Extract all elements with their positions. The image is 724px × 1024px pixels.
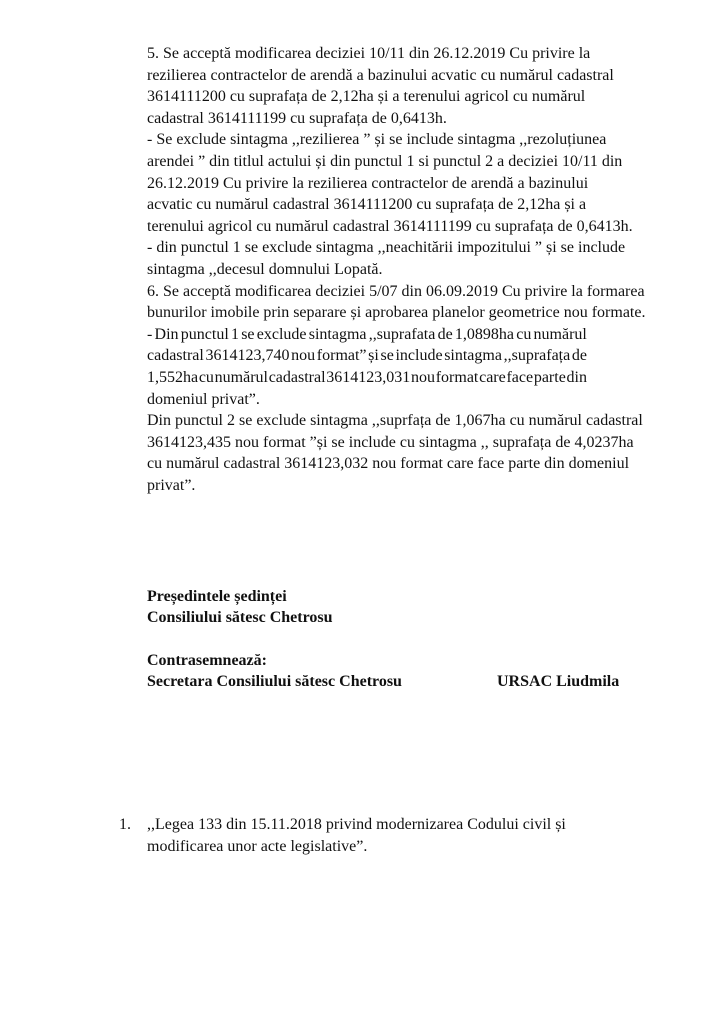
reference-number: 1. <box>119 816 131 833</box>
text-line: domeniul privat”. <box>147 390 260 408</box>
word: ,,suprafața <box>503 347 571 365</box>
word: Din <box>154 325 179 343</box>
word: de <box>437 325 453 343</box>
word: face <box>506 368 534 386</box>
secretary-row <box>147 671 667 692</box>
word: 3614123,031 <box>326 368 411 386</box>
word: care <box>479 368 506 386</box>
text-line: terenului agricol cu numărul cadastral 3614111199 cu suprafața de 0,6413h. <box>147 217 633 235</box>
word: nou <box>291 347 316 365</box>
text-line: cu numărul cadastral 3614123,032 nou format care face parte din domeniul <box>147 455 630 473</box>
word: ,,suprafata <box>368 325 436 343</box>
word: de <box>571 347 587 365</box>
countersign-label: Contrasemnează: <box>147 652 267 669</box>
word: cu <box>198 368 214 386</box>
word: 1,552ha <box>147 368 199 386</box>
reference-line: ,,Legea 133 din 15.11.2018 privind modernizarea Codului civil și <box>147 816 566 833</box>
text-line <box>147 345 587 367</box>
word: sintagma <box>444 347 502 365</box>
word: 1,0898ha <box>454 325 514 343</box>
president-title: Președintele ședinței <box>147 588 287 605</box>
word: parte <box>533 368 566 386</box>
secretary-name: URSAC Liudmila <box>497 673 620 690</box>
text-line: arendei ” din titlul actului și din punctul 1 si punctul 2 a deciziei 10/11 din <box>147 152 623 170</box>
section-6 <box>147 281 646 497</box>
text-line: 3614123,435 nou format ”și se include cu sintagma ,, suprafața de 4,0237ha <box>147 433 634 451</box>
word: format” <box>316 347 367 365</box>
signature-block <box>147 586 667 692</box>
word: cu <box>516 325 532 343</box>
text-line: bunurilor imobile prin separare și aprobarea planelor geometrice nou formate. <box>147 304 646 322</box>
word: și <box>368 347 379 365</box>
text-line: cadastral 3614111199 cu suprafața de 0,6413h. <box>147 109 447 127</box>
word: exclude <box>256 325 307 343</box>
reference-first-row <box>119 814 639 836</box>
word: format <box>435 368 479 386</box>
text-line: 3614111200 cu suprafața de 2,12ha și a terenului agricol cu numărul <box>147 88 586 106</box>
text-line: acvatic cu numărul cadastral 3614111200 cu suprafața de 2,12ha și a <box>147 196 587 214</box>
word: include <box>395 347 443 365</box>
text-line: sintagma ,,decesul domnului Lopată. <box>147 260 383 278</box>
word: numărul <box>214 368 268 386</box>
word: punctul <box>180 325 229 343</box>
decision-body <box>147 43 646 496</box>
reference-item <box>119 814 639 857</box>
word: 1 <box>230 325 239 343</box>
text-line: Din punctul 2 se exclude sintagma ,,suprfața de 1,067ha cu numărul cadastral <box>147 412 643 430</box>
word: se <box>241 325 255 343</box>
word: nou <box>411 368 435 386</box>
word: din <box>566 368 587 386</box>
word: sintagma <box>308 325 367 343</box>
secretary-title: Secretara Consiliului sătesc Chetrosu <box>147 673 402 690</box>
references-list <box>119 814 639 857</box>
reference-line: modificarea unor acte legislative”. <box>147 837 368 855</box>
section-5 <box>147 43 633 281</box>
text-line <box>147 324 587 346</box>
text-line: 5. Se acceptă modificarea deciziei 10/11 din 26.12.2019 Cu privire la <box>147 45 591 62</box>
text-line: - Se exclude sintagma ,,rezilierea ” și se include sintagma ,,rezoluțiunea <box>147 131 607 149</box>
text-line: privat”. <box>147 476 196 494</box>
text-line <box>147 367 587 389</box>
word: - <box>147 325 153 343</box>
text-line: - din punctul 1 se exclude sintagma ,,neachitării impozitului ” și se include <box>147 239 626 257</box>
spacer <box>147 628 667 650</box>
text-line: 26.12.2019 Cu privire la rezilierea contractelor de arendă a bazinului <box>147 174 589 192</box>
word: 3614123,740 <box>205 347 290 365</box>
text-line: 6. Se acceptă modificarea deciziei 5/07 din 06.09.2019 Cu privire la formarea <box>147 282 645 300</box>
word: numărul <box>533 325 587 343</box>
text-line: rezilierea contractelor de arendă a bazinului acvatic cu numărul cadastral <box>147 66 614 84</box>
word: cadastral <box>147 347 204 365</box>
word: cadastral <box>268 368 326 386</box>
president-council: Consiliului sătesc Chetrosu <box>147 609 333 626</box>
word: se <box>380 347 394 365</box>
